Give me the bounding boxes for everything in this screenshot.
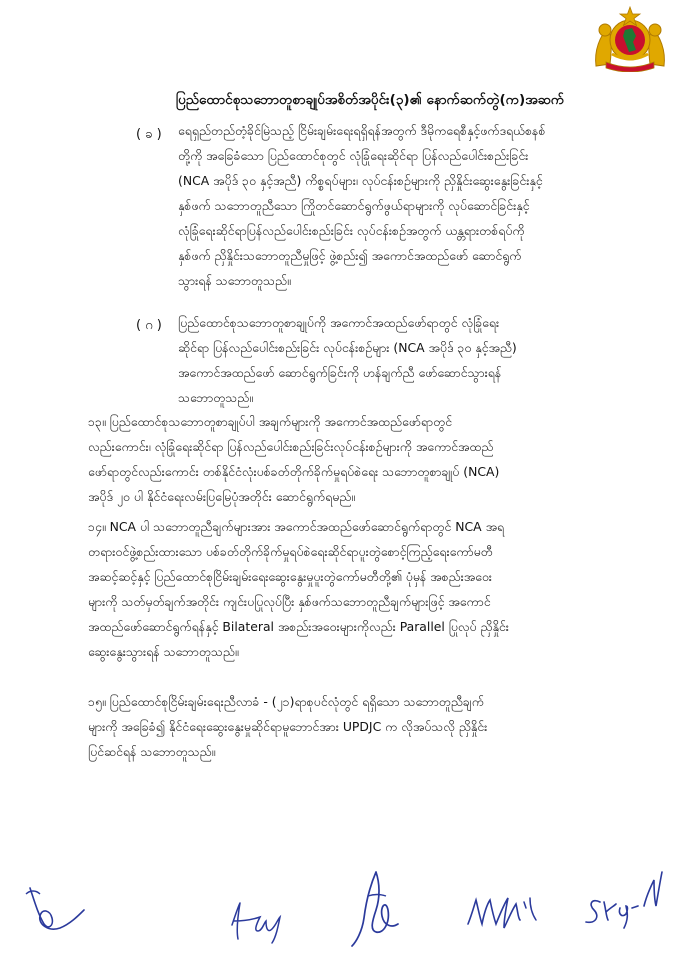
text-line: များကို သတ်မှတ်ချက်အတိုင်း ကျင်းပပြုလုပ်ပြီး နှစ်ဖက်သဘောတူညီချက်များဖြင့် အကောင်	[88, 594, 491, 609]
text-line: တို့ကို အခြေခံသော ပြည်ထောင်စုတွင် လုံခြုံရေးဆိုင်ရာ ပြန်လည်ပေါင်းစည်းခြင်း	[178, 148, 529, 163]
text-line: အဆင့်ဆင့်နှင့် ပြည်ထောင်စုငြိမ်းချမ်းရေးဆွေးနွေးမှုပူးတွဲကော်မတီတို့၏ ပုံမှန် အစည်းအဝေး	[88, 569, 492, 584]
text-line: ဆိုင်ရာ ပြန်လည်ပေါင်းစည်းခြင်း လုပ်ငန်းစဉ်များ (NCA အပိုဒ် ၃၀ နှင့်အညီ)	[178, 340, 517, 355]
subitem-c-number: ( ဂ )	[136, 318, 162, 333]
text-line: လုံခြုံရေးဆိုင်ရာပြန်လည်ပေါင်းစည်းခြင်း လုပ်ငန်းစဉ်အတွက် ယန္တရားတစ်ရပ်ကို	[178, 223, 525, 238]
signature-5	[578, 858, 666, 938]
text-line: ၁၃။ ပြည်ထောင်စုသဘောတူစာချုပ်ပါ အချက်များကို အကောင်အထည်ဖော်ရာတွင်	[88, 414, 453, 429]
text-line: နှစ်ဖက် ညှိနှိုင်းသဘောတူညီမှုဖြင့် ဖွဲ့စည်း၍ အကောင်အထည်ဖော် ဆောင်ရွက်	[178, 248, 522, 263]
paragraph-14	[88, 514, 640, 664]
text-line: ပြည်ထောင်စုသဘောတူစာချုပ်ကို အကောင်အထည်ဖော်ရာတွင် လုံခြုံရေး	[178, 315, 500, 330]
text-line: လည်းကောင်း၊ လုံခြုံရေးဆိုင်ရာ ပြန်လည်ပေါင်းစည်းခြင်းလုပ်ငန်းစဉ်များကို အကောင်အထည်	[88, 439, 494, 454]
text-line: အကောင်အထည်ဖော် ဆောင်ရွက်ခြင်းကို ဟန်ချက်ညီ ဖော်ဆောင်သွားရန်	[178, 365, 502, 380]
text-line: နှစ်ဖက် သဘောတူညီသော ကြိုတင်ဆောင်ရွက်ဖွယ်ရာများကို လုပ်ဆောင်ခြင်းနှင့်	[178, 198, 530, 213]
state-emblem-icon	[592, 6, 668, 72]
signature-3	[346, 866, 406, 950]
signature-1	[20, 880, 90, 940]
text-line: တရားဝင်ဖွဲ့စည်းထားသော ပစ်ခတ်တိုက်ခိုက်မှုရပ်စဲရေးဆိုင်ရာပူးတွဲစောင့်ကြည့်ရေးကော်မတီ	[88, 544, 493, 559]
signature-2	[224, 895, 288, 947]
paragraph-13	[88, 409, 640, 509]
text-line: အထည်ဖော်ဆောင်ရွက်ရန်နှင့် Bilateral အစည်းအဝေးများကိုလည်း Parallel ပြုလုပ် ညှိနှိုင်း	[88, 619, 509, 634]
text-line: ပြင်ဆင်ရန် သဘောတူသည်။	[88, 744, 216, 759]
subitem-b-text	[178, 118, 640, 293]
text-line: ဖော်ရာတွင်လည်းကောင်း တစ်နိုင်ငံလုံးပစ်ခတ်တိုက်ခိုက်မှုရပ်စဲရေး သဘောတူစာချုပ် (NCA)	[88, 464, 500, 479]
subitem-b-number: ( ခ )	[136, 127, 162, 142]
text-line: ၁၄။ NCA ပါ သဘောတူညီချက်များအား အကောင်အထည်ဖော်ဆောင်ရွက်ရာတွင် NCA အရ	[88, 519, 505, 534]
text-line: သွားရန် သဘောတူသည်။	[178, 273, 291, 288]
text-line: (NCA အပိုဒ် ၃၀ နှင့်အညီ) ကိစ္စရပ်များ၊ လုပ်ငန်းစဉ်များကို ညှိနှိုင်းဆွေးနွေးခြင်းနှင့်	[178, 173, 543, 188]
text-line: ဆွေးနွေးသွားရန် သဘောတူသည်။	[88, 644, 239, 659]
signature-4	[462, 884, 544, 940]
text-line: ၁၅။ ပြည်ထောင်စုငြိမ်းချမ်းရေးညီလာခံ - (၂၁)ရာစုပင်လုံတွင် ရရှိသော သဘောတူညီချက်	[88, 694, 484, 709]
text-line: များကို အခြေခံ၍ နိုင်ငံရေးဆွေးနွေးမှုဆိုင်ရာမူဘောင်အား UPDJC က လိုအပ်သလို ညှိနှိုင်း	[88, 719, 488, 734]
text-line: ရေရှည်တည်တံ့ခိုင်မြဲသည့် ငြိမ်းချမ်းရေးရရှိရန်အတွက် ဒီမိုကရေစီနှင့်ဖက်ဒရယ်စနစ်	[178, 123, 546, 138]
subitem-c-text	[178, 310, 640, 410]
page-heading: ပြည်ထောင်စုသဘောတူစာချုပ်အစိတ်အပိုင်း(၃)၏ နောက်ဆက်တွဲ(က)အဆက်	[175, 92, 565, 108]
text-line: သဘောတူသည်။	[178, 390, 254, 405]
paragraph-15	[88, 689, 640, 764]
text-line: အပိုဒ် ၂၀ ပါ နိုင်ငံရေးလမ်းပြမြေပုံအတိုင်း ဆောင်ရွက်ရမည်။	[88, 489, 356, 504]
